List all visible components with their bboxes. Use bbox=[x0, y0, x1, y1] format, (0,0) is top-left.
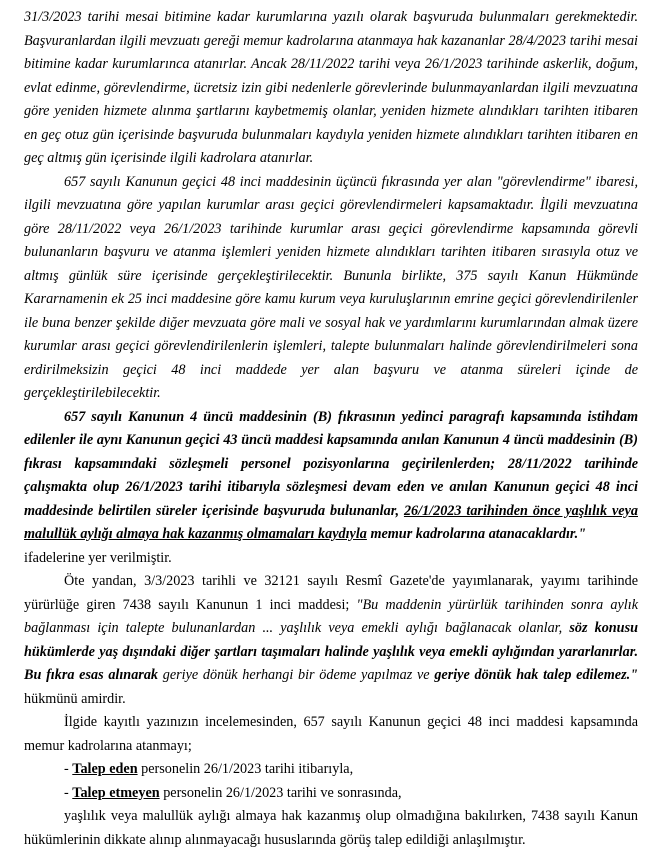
list-item-rest: personelin 26/1/2023 tarihi itibarıyla, bbox=[137, 761, 354, 777]
list-item-prefix: - bbox=[64, 761, 73, 777]
contract-staff-tail-text: ifadelerine yer verilmiştir. bbox=[24, 549, 172, 566]
paragraph-deadline-text: 31/3/2023 tarihi mesai bitimine kadar kurumlarına yazılı olarak başvuruda bulunmaları gerekmektedir. Başvuranlardan ilgili mevzuatı gereği memur kadrolarına atanmaya hak kazananlar 28/4/2023 tarihi mesai bitimine kadar kurumlarınca atanırlar. Ancak 28/11/2022 tarihi veya 26/1/2023 tarihinde askerlik, doğum, evlat edinme, görevlendirme, ücretsiz izin gibi nedenlerle görevlerinde bulunmayanlardan ilgili mevzuatına göre yeniden hizmete alınma şartlarını kaybetmemiş olanlar, yeniden hizmete alındıkları tarihten itibaren en geç otuz gün içerisinde başvuruda bulunmaları kaydıyla yeniden hizmete alındıkları tarihten itibaren en geç altmış gün içerisinde ilgili kadrolara atanırlar. bbox=[24, 9, 638, 166]
contract-staff-bold-end: memur kadrolarına atanacaklardır." bbox=[366, 526, 587, 542]
law-7438-quote-bold-1: söz konusu hükümlerde yaş dışındaki diğer şartları taşımaları halinde yaşlılık veya emekli aylığından yararlanırlar. Bu fıkra esas alınarak bbox=[24, 620, 638, 683]
list-item-rest: personelin 26/1/2023 tarihi ve sonrasında, bbox=[159, 784, 402, 801]
paragraph-conclusion bbox=[24, 805, 638, 852]
list-item-label: Talep eden bbox=[72, 761, 138, 777]
paragraph-assignment bbox=[24, 171, 638, 406]
law-7438-quote-2: geriye dönük herhangi bir ödeme yapılmaz ve bbox=[158, 667, 435, 683]
list-item-label: Talep etmeyen bbox=[72, 784, 160, 801]
paragraph-request-text: İlgide kayıtlı yazınızın incelemesinden, 657 sayılı Kanunun geçici 48 inci maddesi kapsamında memur kadrolarına atanmayı; bbox=[24, 714, 638, 754]
paragraph-assignment-text: 657 sayılı Kanunun geçici 48 inci maddesinin üçüncü fıkrasında yer alan "görevlendirme" ibaresi, ilgili mevzuatına göre yapılan kurumlar arası geçici görevlendirmeleri kapsamaktadır. İlgili mevzuatına göre 28/11/2022 veya 26/1/2023 tarihinde kurumlar arası geçici görevlendirme kapsamında görevli bulunanların başvuru ve atanma işlemleri yeniden hizmete alındıkları tarihten itibaren sırasıyla otuz ve altmış günlük süre içerisinde gerçekleştirilecektir. Bununla birlikte, 375 sayılı Kanun Hükmünde Kararnamenin ek 25 inci maddesine göre kamu kurum veya kuruluşlarının emrine geçici görevlendirilenler ile buna benzer şekilde diğer mevzuata göre mali ve sosyal hak ve yardımlarını kurumlarından almak üzere kurumlar arası geçici görevlendirilenlerin işlemleri, talepte bulunmaları halinde görevlendirilmeleri sona erdirilmeksizin geçici 48 inci maddede yer alan başvuru ve atanma süreleri içinde de gerçekleştirilebilecektir. bbox=[24, 173, 638, 401]
document-page bbox=[24, 6, 638, 852]
law-7438-end: hükmünü amirdir. bbox=[24, 690, 126, 707]
contract-staff-underlined: 26/1/2023 tarihinden önce yaşlılık veya malullük aylığı almaya hak kazanmış olmamaları kaydıyla bbox=[24, 502, 638, 542]
paragraph-conclusion-text: yaşlılık veya malullük aylığı almaya hak kazanmış olup olmadığına bakılırken, 7438 sayılı Kanun hükümlerinin dikkate alınıp alınmayacağı hususlarında görüş talep edildiği anlaşılmıştır. bbox=[24, 808, 638, 848]
list-item bbox=[24, 782, 638, 806]
list-item-prefix: - bbox=[64, 784, 73, 801]
paragraph-contract-staff bbox=[24, 406, 638, 547]
paragraph-request bbox=[24, 711, 638, 758]
paragraph-deadline bbox=[24, 6, 638, 171]
paragraph-law-7438 bbox=[24, 570, 638, 711]
list-item bbox=[24, 758, 638, 782]
law-7438-intro: Öte yandan, 3/3/2023 tarihli ve 32121 sayılı Resmî Gazete'de yayımlanarak, yayımı tarihinde yürürlüğe giren 7438 sayılı Kanunun 1 inci maddesi; bbox=[24, 573, 638, 613]
law-7438-quote-bold-2: geriye dönük hak talep edilemez." bbox=[434, 667, 639, 683]
contract-staff-bold: 657 sayılı Kanunun 4 üncü maddesinin (B) fıkrasının yedinci paragrafı kapsamında istihdam edilenler ile aynı Kanunun geçici 43 üncü maddesi kapsamında anılan Kanunun 4 üncü maddesinin (B) fıkrası kapsamındaki sözleşmeli personel pozisyonlarına geçirilenlerden; 28/11/2022 tarihinde çalışmakta olup 26/1/2023 tarihi itibarıyla sözleşmesi devam eden ve anılan Kanunun geçici 48 inci maddesinde belirtilen süreler içerisinde başvuruda bulunanlar, bbox=[24, 408, 638, 519]
law-7438-quote-1: "Bu maddenin yürürlük tarihinden sonra aylık bağlanması için talepte bulunanlardan ... yaşlılık veya emekli aylığı bağlanacak olanlar, bbox=[24, 596, 638, 636]
paragraph-contract-staff-tail bbox=[24, 547, 638, 571]
